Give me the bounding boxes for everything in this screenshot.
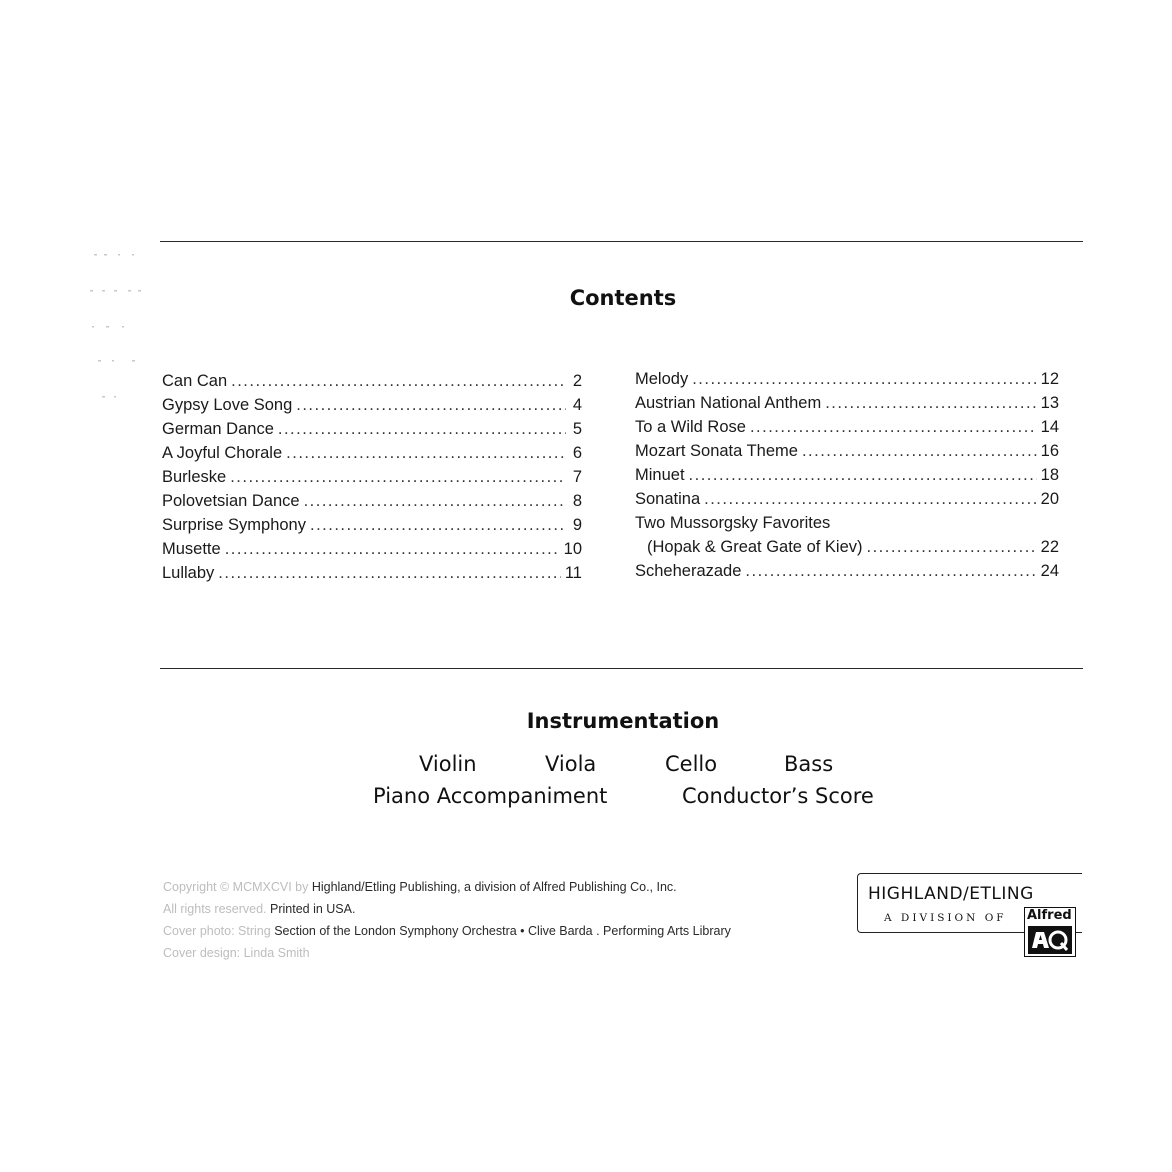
toc-leader-dots	[825, 391, 1036, 415]
instrument-bass: Bass	[784, 752, 834, 776]
middle-divider	[160, 668, 1083, 669]
toc-entry	[162, 369, 582, 393]
toc-leader-dots	[802, 439, 1037, 463]
rights-line	[163, 898, 803, 920]
publisher-name: HIGHLAND/ETLING	[868, 884, 1034, 904]
toc-entry-page: 13	[1040, 394, 1059, 412]
toc-entry-page: 6	[572, 444, 582, 462]
alfred-emblem-icon	[1028, 926, 1072, 954]
toc-right-column	[635, 367, 1059, 583]
cover-photo-line	[163, 920, 803, 942]
toc-entry	[635, 463, 1059, 487]
toc-entry-title: Mozart Sonata Theme	[635, 442, 798, 460]
toc-entry	[162, 513, 582, 537]
toc-entry-title: Surprise Symphony	[162, 516, 306, 534]
toc-entry-page: 16	[1040, 442, 1059, 460]
alfred-wordmark: Alfred	[1027, 908, 1072, 923]
toc-entry	[635, 559, 1059, 583]
toc-entry	[635, 487, 1059, 511]
toc-entry-page: 9	[572, 516, 582, 534]
top-divider	[160, 241, 1083, 242]
cover-design-line	[163, 942, 803, 964]
cover-photo-faded-text: Cover photo: String	[163, 924, 271, 938]
toc-entry-page: 18	[1040, 466, 1059, 484]
toc-entry-title: To a Wild Rose	[635, 418, 746, 436]
toc-leader-dots	[304, 489, 566, 513]
copyright-line	[163, 876, 803, 898]
toc-entry-page: 14	[1040, 418, 1059, 436]
instrument-cello: Cello	[665, 752, 718, 776]
toc-entry-title: Burleske	[162, 468, 227, 486]
publisher-division-text: A DIVISION OF	[884, 912, 1007, 924]
toc-entry-title: Melody	[635, 370, 689, 388]
toc-entry-title: (Hopak & Great Gate of Kiev)	[647, 538, 863, 556]
cover-photo-text: Section of the London Symphony Orchestra • Clive Barda . Performing Arts Library	[274, 924, 731, 938]
toc-entry-page: 8	[572, 492, 582, 510]
toc-entry	[635, 391, 1059, 415]
toc-entry-page: 10	[563, 540, 582, 558]
rights-faded-text: All rights reserved.	[163, 902, 267, 916]
toc-entry-title: Gypsy Love Song	[162, 396, 293, 414]
rights-text: Printed in USA.	[270, 902, 356, 916]
toc-leader-dots	[278, 417, 566, 441]
toc-leader-dots	[867, 535, 1037, 559]
toc-leader-dots	[745, 559, 1036, 583]
cover-design-faded-text: Cover design: Linda Smith	[163, 946, 310, 960]
toc-entry-title: Sonatina	[635, 490, 701, 508]
toc-entry	[162, 441, 582, 465]
toc-entry-title: Polovetsian Dance	[162, 492, 300, 510]
toc-entry-page: 5	[572, 420, 582, 438]
copyright-text: Highland/Etling Publishing, a division of Alfred Publishing Co., Inc.	[311, 880, 677, 894]
toc-entry-page: 12	[1040, 370, 1059, 388]
toc-leader-dots	[689, 463, 1037, 487]
toc-leader-dots	[750, 415, 1037, 439]
toc-entry	[162, 393, 582, 417]
toc-entry-title: Can Can	[162, 372, 228, 390]
instrument-violin: Violin	[419, 752, 477, 776]
toc-entry	[162, 417, 582, 441]
copyright-faded-text: Copyright © MCMXCVI by	[163, 880, 309, 894]
toc-entry-page: 20	[1040, 490, 1059, 508]
toc-entry	[635, 367, 1059, 391]
toc-leader-dots	[296, 393, 566, 417]
toc-entry	[162, 537, 582, 561]
toc-entry-title: Minuet	[635, 466, 685, 484]
toc-entry-page: 22	[1040, 538, 1059, 556]
toc-leader-dots	[286, 441, 566, 465]
toc-leader-dots	[704, 487, 1037, 511]
alfred-logo	[1024, 907, 1076, 957]
instrument-viola: Viola	[545, 752, 597, 776]
toc-entry	[635, 415, 1059, 439]
toc-entry-title: Musette	[162, 540, 221, 558]
toc-entry	[635, 439, 1059, 463]
toc-entry	[162, 489, 582, 513]
toc-entry-title: German Dance	[162, 420, 274, 438]
toc-entry	[162, 561, 582, 585]
toc-leader-dots	[692, 367, 1036, 391]
toc-entry	[162, 465, 582, 489]
toc-entry-page: 2	[572, 372, 582, 390]
toc-leader-dots	[230, 465, 566, 489]
toc-entry-title: Two Mussorgsky Favorites	[635, 514, 831, 532]
toc-entry-title: Scheherazade	[635, 562, 742, 580]
toc-entry-title: Lullaby	[162, 564, 215, 582]
toc-entry-page: 7	[572, 468, 582, 486]
toc-entry-page: 24	[1040, 562, 1059, 580]
toc-entry-page: 11	[564, 564, 582, 582]
toc-left-column	[162, 369, 582, 585]
toc-entry-title: A Joyful Chorale	[162, 444, 283, 462]
instrument-conductors-score: Conductor’s Score	[682, 784, 874, 808]
toc-entry-title: Austrian National Anthem	[635, 394, 822, 412]
toc-entry-page: 4	[572, 396, 582, 414]
contents-heading: Contents	[569, 286, 677, 310]
toc-entry	[635, 535, 1059, 559]
toc-leader-dots	[218, 561, 561, 585]
instrumentation-heading: Instrumentation	[526, 709, 720, 733]
scan-artifacts	[88, 248, 148, 408]
toc-leader-dots	[310, 513, 566, 537]
toc-leader-dots	[225, 537, 560, 561]
instrument-piano-accompaniment: Piano Accompaniment	[373, 784, 608, 808]
toc-entry	[635, 511, 1059, 535]
toc-leader-dots	[231, 369, 566, 393]
copyright-block	[163, 876, 803, 964]
